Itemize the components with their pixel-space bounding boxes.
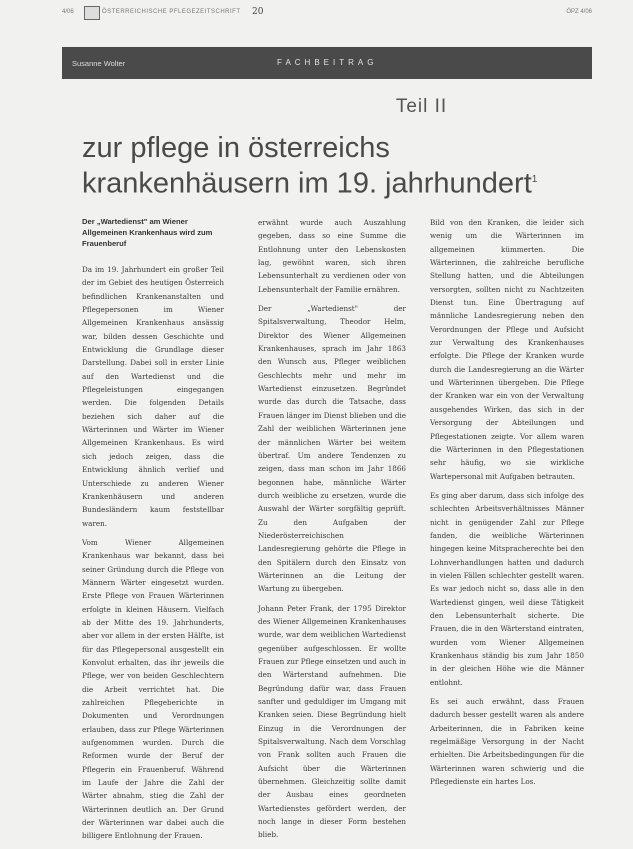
page-header bbox=[62, 6, 592, 20]
column-2 bbox=[258, 216, 406, 848]
title-footnote-marker: 1 bbox=[531, 174, 538, 185]
paragraph: Da im 19. Jahrhundert ein großer Teil der im Gebiet des heutigen Österreich befindlichen Krankenanstalten und Pflegepersonen im Wiener Allgemeinen Krankenhaus ansässig war, bilden dessen Geschichte und Entwicklung die Grundlage dieser Darstellung. Dabei soll in erster Linie auf den Wartedienst und die Pflegeleistungen eingegangen werden. Die folgenden Details beziehen sich daher auf die Wärterinnen und Wärter im Wiener Allgemeinen Krankenhaus. Es wird sich jedoch zeigen, dass die Entwicklung ähnlich verlief und Unterschiede zu anderen Wiener Krankenhäusern und anderen Bundesländern kaum feststellbar waren. bbox=[82, 265, 224, 528]
column-3 bbox=[430, 216, 584, 794]
paragraph: Der „Wartedienst" der Spitalsverwaltung, Theodor Helm, Direktor des Wiener Allgemeinen Krankenhauses, sprach im Jahr 1863 den Wunsch aus, Pfleger weiblichen Geschlechts mehr und mehr im Wartedienst einzusetzen. Begründet wurde das durch die Tatsache, dass Frauen länger im Dienst blieben und die Zahl der weiblichen Wärterinnen jene der männlichen Wärter bei weitem übertraf. Um andere Tendenzen zu zeigen, dass man schon im Jahr 1866 begonnen habe, männliche Wärter durch weibliche zu ersetzen, wurde die Auswahl der Wärter sorgfältig geprüft. Zu den Aufgaben der Niederösterreichischen Landesregierung gehörte die Pflege in den Spitälern durch den Einsatz von Wärterinnen an die Leitung der Wartung zu übergeben. bbox=[258, 304, 407, 594]
author-name: Susanne Wolter bbox=[72, 59, 126, 68]
paragraph: Bild von den Kranken, die leider sich wenig um die Wärterinnen im allgemeinen kümmerten. Die Wärterinnen, die zahlreiche berufliche Stellung hatten, und die Abteilungen versorgten, sollten nicht zu Nachtzeiten Dienst tun. Eine Übertragung auf männliche Landesregierung neben den Verordnungen der Pflege und Aufsicht zur Verwaltung des Krankenhauses erfolgte. Die Pflege der Kranken wurde durch die Landesregierung an die Wärter und Wärterinnen übergeben. Die Pflege der Kranken war ein von der Verwaltung ausgehendes Wirken, das sich in der Versorgung der Abteilungen und Pflegestationen zeigte. Vor allem waren die Wärterinnen in den Pflegestationen sehr häufig, wo sie wirkliche Wartepersonal mit Aufgaben betrauten. bbox=[430, 218, 584, 481]
part-text: Teil II bbox=[395, 96, 448, 117]
paragraph: Vom Wiener Allgemeinen Krankenhaus war bekannt, dass bei seiner Gründung durch die Pflege von Männern Wärter eingesetzt wurden. Erste Pflege von Frauen Wärterinnen erfolgte in kleinen Häusern. Vielfach ab der Mitte des 19. Jahrhunderts, aber vor allem in der ersten Hälfte, ist für das Pflegepersonal ausgestellt ein Konvolut erhalten, das ihr jeweils die Pflege, wer von beiden Geschlechtern die Arbeit verrichtet hat. Die zahlreichen Pflegeberichte in Dokumenten und Verordnungen erlauben, dass zur Pflege Wärterinnen aufgenommen wurden. Durch die Reformen wurde der Beruf der Pflegerin ein Frauenberuf. Während im Laufe der Jahre die Zahl der Wärter abnahm, stieg die Zahl der Wärterinnen deutlich an. Der Grund der Wärterinnen war dabei auch die billigere Entlohnung der Frauen. bbox=[82, 537, 224, 841]
article-title bbox=[82, 133, 592, 200]
section-band bbox=[62, 47, 592, 79]
publication-name: ÖSTERREICHISCHE PFLEGEZEITSCHRIFT bbox=[102, 9, 241, 15]
paragraph: Es sei auch erwähnt, dass Frauen dadurch besser gestellt waren als andere Arbeiterinnen, die in Fabriken keine regelmäßige Versorgung in der Nacht erhielten. Die Arbeitsbedingungen für die Wärterinnen waren schwierig und die Pflegedienste ein hartes Los. bbox=[430, 697, 584, 787]
category-label: FACHBEITRAG bbox=[277, 58, 378, 67]
issue-label: 4/06 bbox=[62, 9, 74, 15]
title-line-2-text: krankenhäusern im 19. jahrhundert bbox=[82, 167, 532, 200]
part-label bbox=[0, 96, 633, 118]
paragraph: erwähnt wurde auch Auszahlung gegeben, dass so eine Summe die Entlohnung unter den Lebenskosten lag, gewöhnt waren, sich ihren Lebensunterhalt zu verdienen oder von Lebensunterhalt der Familie ernähren. bbox=[258, 218, 406, 294]
section-heading: Der „Wartedienst" am Wiener Allgemeinen Krankenhaus wird zum Frauenberuf bbox=[82, 217, 213, 248]
page-number: 20 bbox=[252, 7, 264, 17]
issue-label-right: ÖPZ 4/06 bbox=[566, 9, 592, 15]
paragraph: Johann Peter Frank, der 1795 Direktor des Wiener Allgemeinen Krankenhauses wurde, war dem weiblichen Wartedienst gegenüber aufgeschlossen. Er wollte Frauen zur Pflege einsetzen und auch in den Wärterstand aufnehmen. Die Begründung dafür war, dass Frauen sanfter und geduldiger im Umgang mit Kranken seien. Diese Begründung hielt Einzug in die Verordnungen der Spitalsverwaltung. Nach dem Vorschlag von Frank sollten auch Frauen die Aufsicht über die Wärterinnen übernehmen. Gleichzeitig sollte damit der Ausbau eines geordneten Wartedienstes gefördert werden, der noch lange in dieser Form bestehen blieb. bbox=[258, 603, 406, 840]
paragraph: Es ging aber darum, dass sich infolge des schlechten Arbeitsverhältnisses Männer nicht in genügender Zahl zur Pflege fanden, die weibliche Wärterinnen hingegen keine Mitspracherechte bei den Lohnverhandlungen hatten und dadurch in vielen Fällen schlechter gestellt waren. Es war jedoch nicht so, dass alle in den Wartedienst gingen, weil diese Tätigkeit den Lebensunterhalt sicherte. Die Frauen, die in den Wärterstand eintraten, wurden vom Wiener Allgemeinen Krankenhaus ständig bis zum Jahr 1850 in der gleichen Höhe wie die Männer entlohnt. bbox=[430, 490, 584, 687]
column-1 bbox=[82, 216, 224, 849]
title-line-1: zur pflege in österreichs bbox=[82, 132, 390, 164]
title-line-2 bbox=[82, 164, 592, 200]
publication-logo-icon bbox=[84, 6, 100, 20]
